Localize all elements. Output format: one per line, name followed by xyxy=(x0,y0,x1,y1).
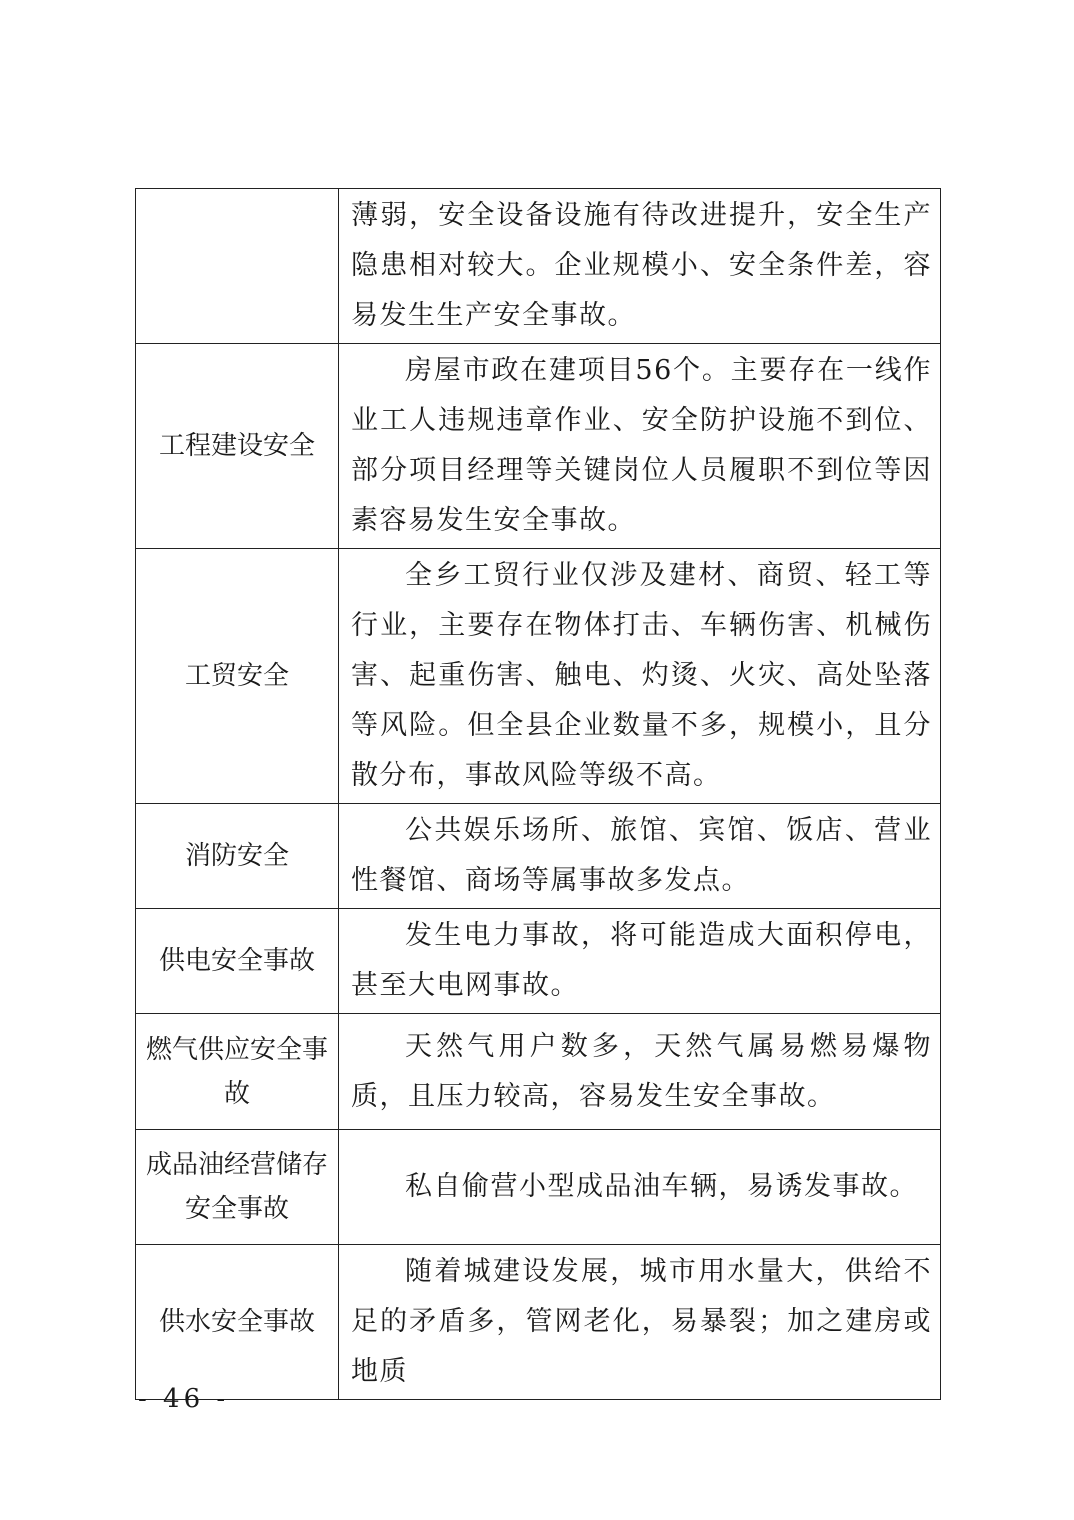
table-row xyxy=(136,549,941,804)
risk-type-cell: 工程建设安全 xyxy=(136,344,339,549)
risk-type-cell: 工贸安全 xyxy=(136,549,339,804)
table-row xyxy=(136,1014,941,1130)
risk-type-cell: 供电安全事故 xyxy=(136,909,339,1014)
risk-desc-cell: 薄弱，安全设备设施有待改进提升，安全生产隐患相对较大。企业规模小、安全条件差，容易发生生产安全事故。 xyxy=(339,189,941,344)
table-row xyxy=(136,909,941,1014)
risk-desc-cell: 房屋市政在建项目56个。主要存在一线作业工人违规违章作业、安全防护设施不到位、部分项目经理等关键岗位人员履职不到位等因素容易发生安全事故。 xyxy=(339,344,941,549)
risk-type-cell: 供水安全事故 xyxy=(136,1245,339,1400)
page-number: - 46 - xyxy=(138,1384,230,1414)
risk-table xyxy=(135,188,941,1400)
risk-type-cell: 成品油经营储存安全事故 xyxy=(136,1130,339,1245)
risk-type-cell: 消防安全 xyxy=(136,804,339,909)
risk-desc-cell: 随着城建设发展，城市用水量大，供给不足的矛盾多，管网老化，易暴裂；加之建房或地质 xyxy=(339,1245,941,1400)
risk-type-cell: 燃气供应安全事故 xyxy=(136,1014,339,1130)
risk-desc-cell: 公共娱乐场所、旅馆、宾馆、饭店、营业性餐馆、商场等属事故多发点。 xyxy=(339,804,941,909)
table-row xyxy=(136,1245,941,1400)
table-row xyxy=(136,344,941,549)
risk-desc-cell: 私自偷营小型成品油车辆，易诱发事故。 xyxy=(339,1130,941,1245)
risk-desc-cell: 发生电力事故，将可能造成大面积停电，甚至大电网事故。 xyxy=(339,909,941,1014)
risk-type-cell xyxy=(136,189,339,344)
risk-desc-cell: 全乡工贸行业仅涉及建材、商贸、轻工等行业，主要存在物体打击、车辆伤害、机械伤害、起重伤害、触电、灼烫、火灾、高处坠落等风险。但全县企业数量不多，规模小，且分散分布，事故风险等级不高。 xyxy=(339,549,941,804)
table-row xyxy=(136,189,941,344)
table-row xyxy=(136,1130,941,1245)
table-row xyxy=(136,804,941,909)
risk-desc-cell: 天然气用户数多，天然气属易燃易爆物质，且压力较高，容易发生安全事故。 xyxy=(339,1014,941,1130)
